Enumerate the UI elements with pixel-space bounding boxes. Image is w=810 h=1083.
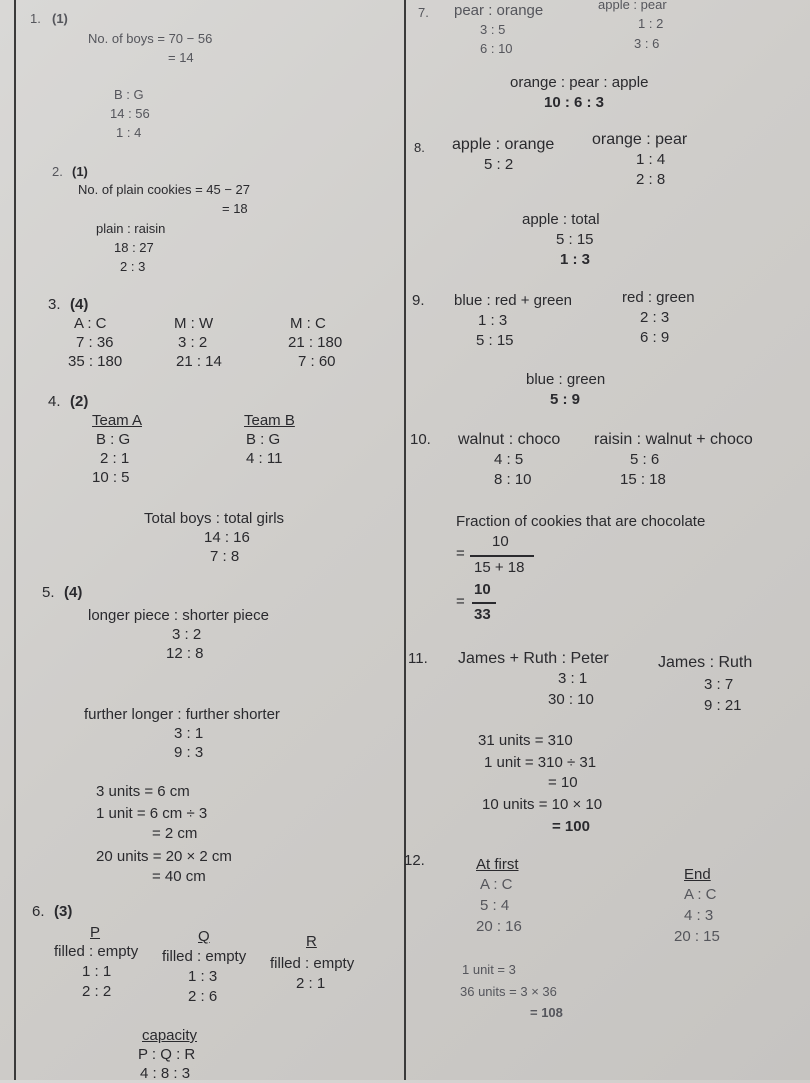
q10-ratio1-header: walnut : choco — [458, 431, 561, 448]
q3-col2-row2: 21 : 14 — [176, 353, 222, 370]
q11-ratio1-header: James + Ruth : Peter — [458, 650, 609, 667]
q6-r-title: R — [306, 933, 317, 950]
q7-ratio2-row2: 3 : 6 — [634, 36, 660, 51]
q7-ratio1-header: pear : orange — [454, 2, 544, 19]
q11-ratio2-row1: 3 : 7 — [704, 676, 734, 693]
q4-team-a-title: Team A — [92, 412, 143, 429]
q9-ratio2-row2: 6 : 9 — [640, 329, 670, 346]
q10-numerator1: 10 — [492, 533, 509, 550]
q5-ratio1-header: longer piece : shorter piece — [88, 607, 269, 624]
q11-ratio2-header: James : Ruth — [658, 654, 753, 671]
q11-calc3: = 10 — [548, 774, 578, 791]
q4-total-header: Total boys : total girls — [144, 510, 285, 527]
q6-q-header: filled : empty — [162, 948, 247, 965]
q8-ratio1-header: apple : orange — [452, 136, 555, 153]
q3-col3-header: M : C — [290, 315, 326, 332]
q2-number: 2. — [52, 164, 63, 179]
q9-ratio1-row1: 1 : 3 — [478, 312, 508, 329]
q6-number: 6. — [32, 903, 45, 920]
left-border — [14, 0, 16, 1080]
q12-calc2: 36 units = 3 × 36 — [460, 984, 557, 999]
q12-number: 12. — [404, 852, 425, 869]
q2-answer: (1) — [72, 164, 88, 179]
q10-ratio1-row2: 8 : 10 — [494, 471, 532, 488]
q3-col1-row1: 7 : 36 — [76, 334, 114, 351]
q6-q-row2: 2 : 6 — [188, 988, 218, 1005]
q10-numerator2: 10 — [474, 581, 491, 598]
q3-col1-row2: 35 : 180 — [68, 353, 123, 370]
q7-ratio2-row1: 1 : 2 — [638, 16, 664, 31]
q5-number: 5. — [42, 584, 55, 601]
q9-ratio2-row1: 2 : 3 — [640, 309, 670, 326]
q2-ratio-row1: 18 : 27 — [114, 240, 154, 255]
q6-r-row1: 2 : 1 — [296, 975, 326, 992]
q2-line2: = 18 — [222, 201, 248, 216]
q3-col3-row1: 21 : 180 — [288, 334, 343, 351]
q11-calc5: = 100 — [552, 818, 590, 835]
q8-ratio2-row1: 1 : 4 — [636, 151, 666, 168]
q7-ratio3-row1: 10 : 6 : 3 — [544, 94, 605, 111]
q8-ratio1-row1: 5 : 2 — [484, 156, 514, 173]
q6-q-row1: 1 : 3 — [188, 968, 218, 985]
q1-number: 1. — [30, 11, 41, 26]
q6-capacity-row1: 4 : 8 : 3 — [140, 1065, 191, 1082]
q5-calc2: 1 unit = 6 cm ÷ 3 — [96, 805, 208, 822]
q4-team-a-row1: 2 : 1 — [100, 450, 130, 467]
q11-calc4: 10 units = 10 × 10 — [482, 796, 603, 813]
q12-calc3: = 108 — [530, 1005, 563, 1020]
q5-calc5: = 40 cm — [152, 868, 206, 885]
q7-number: 7. — [418, 5, 429, 20]
q4-team-b-title: Team B — [244, 412, 295, 429]
q5-calc4: 20 units = 20 × 2 cm — [96, 848, 232, 865]
q12-at-first-row1: 5 : 4 — [480, 897, 510, 914]
q6-r-header: filled : empty — [270, 955, 355, 972]
q9-ratio3-header: blue : green — [526, 371, 606, 388]
q4-team-a-row2: 10 : 5 — [92, 469, 130, 486]
q12-end-row1: 4 : 3 — [684, 907, 714, 924]
q12-end-title: End — [684, 866, 711, 883]
q4-team-b-header: B : G — [246, 431, 281, 448]
q7-ratio3-header: orange : pear : apple — [510, 74, 649, 91]
q10-ratio2-header: raisin : walnut + choco — [594, 431, 753, 448]
q6-p-row2: 2 : 2 — [82, 983, 112, 1000]
q10-equals1: = — [456, 545, 465, 562]
q7-ratio1-row2: 6 : 10 — [480, 41, 513, 56]
q6-capacity-header: P : Q : R — [138, 1046, 196, 1063]
q8-number: 8. — [414, 140, 425, 155]
q4-team-b-row1: 4 : 11 — [246, 450, 283, 467]
q10-fraction-label: Fraction of cookies that are chocolate — [456, 513, 706, 530]
q10-fraction-bar2 — [472, 602, 496, 604]
q1-ratio-row2: 1 : 4 — [116, 125, 142, 140]
q10-fraction-bar1 — [470, 555, 534, 557]
q8-ratio2-row2: 2 : 8 — [636, 171, 666, 188]
q9-number: 9. — [412, 292, 425, 309]
q8-ratio3-header: apple : total — [522, 211, 600, 228]
q11-ratio1-row2: 30 : 10 — [548, 691, 594, 708]
q10-ratio2-row2: 15 : 18 — [620, 471, 666, 488]
q1-line2: = 14 — [168, 50, 194, 65]
q8-ratio3-row1: 5 : 15 — [556, 231, 594, 248]
q3-number: 3. — [48, 296, 61, 313]
q11-ratio1-row1: 3 : 1 — [558, 670, 588, 687]
q5-ratio2-row2: 9 : 3 — [174, 744, 204, 761]
q3-answer: (4) — [70, 296, 89, 313]
q12-at-first-header: A : C — [480, 876, 513, 893]
q9-ratio1-header: blue : red + green — [454, 292, 573, 309]
q6-p-row1: 1 : 1 — [82, 963, 112, 980]
q1-ratio-row1: 14 : 56 — [110, 106, 150, 121]
q1-line1: No. of boys = 70 − 56 — [88, 31, 213, 46]
q10-number: 10. — [410, 431, 431, 448]
q3-col2-header: M : W — [174, 315, 214, 332]
q12-at-first-row2: 20 : 16 — [476, 918, 522, 935]
q10-denominator2: 33 — [474, 606, 491, 623]
q11-calc2: 1 unit = 310 ÷ 31 — [484, 754, 597, 771]
q9-ratio2-header: red : green — [622, 289, 695, 306]
q8-ratio2-header: orange : pear — [592, 131, 688, 148]
q4-answer: (2) — [70, 393, 89, 410]
q5-calc3: = 2 cm — [152, 825, 198, 842]
q11-number: 11. — [408, 650, 428, 667]
q12-at-first-title: At first — [476, 856, 519, 873]
q10-ratio1-row1: 4 : 5 — [494, 451, 524, 468]
q11-ratio2-row2: 9 : 21 — [704, 697, 742, 714]
q11-calc1: 31 units = 310 — [478, 732, 573, 749]
q7-ratio1-row1: 3 : 5 — [480, 22, 506, 37]
q2-ratio-row2: 2 : 3 — [120, 259, 146, 274]
q5-answer: (4) — [64, 584, 83, 601]
q1-answer: (1) — [52, 11, 68, 26]
q9-ratio3-row1: 5 : 9 — [550, 391, 581, 408]
q6-q-title: Q — [198, 928, 210, 945]
q10-ratio2-row1: 5 : 6 — [630, 451, 660, 468]
q2-line1: No. of plain cookies = 45 − 27 — [78, 182, 251, 197]
q5-ratio1-row1: 3 : 2 — [172, 626, 202, 643]
q4-team-a-header: B : G — [96, 431, 131, 448]
q1-ratio-header: B : G — [114, 87, 144, 102]
q4-total-row1: 14 : 16 — [204, 529, 250, 546]
q6-p-header: filled : empty — [54, 943, 139, 960]
q5-calc1: 3 units = 6 cm — [96, 783, 190, 800]
q10-denominator1: 15 + 18 — [474, 559, 525, 576]
q7-ratio2-header: apple : pear — [598, 0, 667, 12]
q5-ratio1-row2: 12 : 8 — [166, 645, 204, 662]
q6-capacity-title: capacity — [142, 1027, 198, 1044]
q9-ratio1-row2: 5 : 15 — [476, 332, 514, 349]
q3-col3-row2: 7 : 60 — [298, 353, 336, 370]
q5-ratio2-row1: 3 : 1 — [174, 725, 204, 742]
q4-total-row2: 7 : 8 — [210, 548, 240, 565]
q6-p-title: P — [90, 924, 101, 941]
q5-ratio2-header: further longer : further shorter — [84, 706, 280, 723]
q4-number: 4. — [48, 393, 61, 410]
q10-equals2: = — [456, 593, 465, 610]
column-divider — [404, 0, 406, 1080]
q6-answer: (3) — [54, 903, 73, 920]
q3-col2-row1: 3 : 2 — [178, 334, 208, 351]
q2-ratio-header: plain : raisin — [96, 221, 166, 236]
q12-calc1: 1 unit = 3 — [462, 962, 516, 977]
q12-end-header: A : C — [684, 886, 717, 903]
q12-end-row2: 20 : 15 — [674, 928, 720, 945]
q8-ratio3-row2: 1 : 3 — [560, 251, 591, 268]
q3-col1-header: A : C — [74, 315, 107, 332]
